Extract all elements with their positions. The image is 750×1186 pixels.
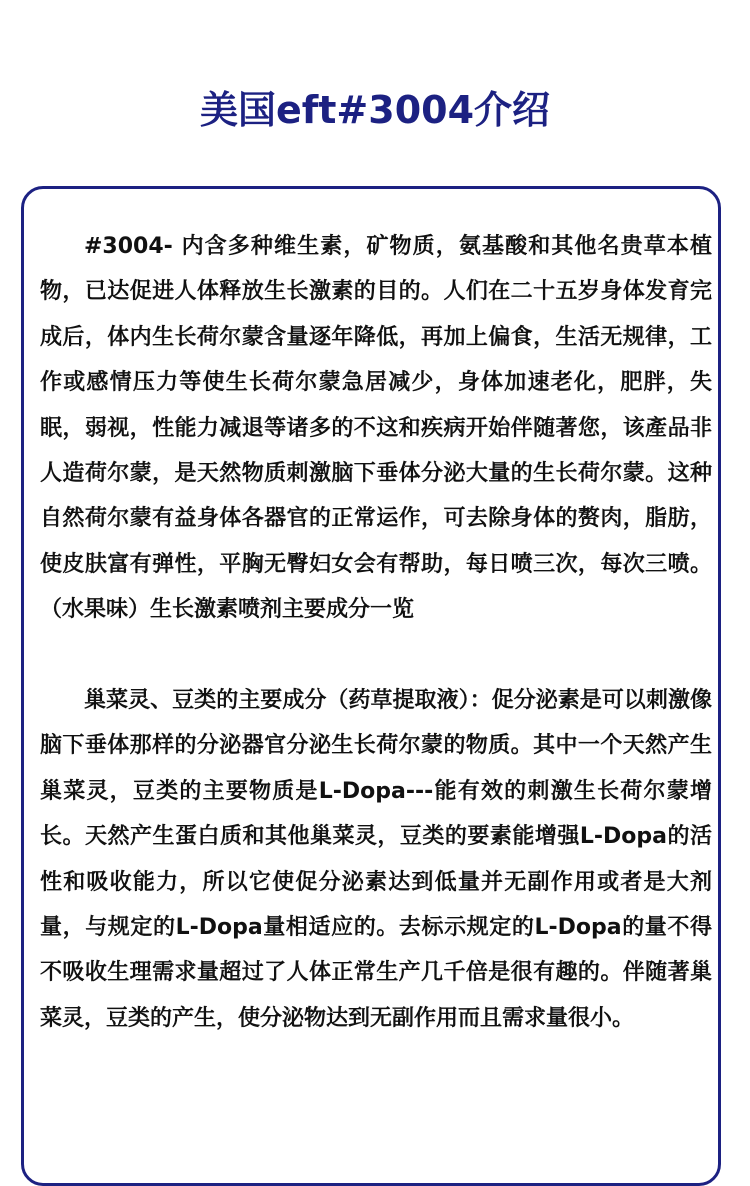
paragraph-intro: #3004- 内含多种维生素，矿物质，氨基酸和其他名贵草本植物，已达促进人体释放生长激素的目的。人们在二十五岁身体发育完成后，体内生长荷尔蒙含量逐年降低，再加上偏食，生活无规律，工作或感情压力等使生长荷尔蒙急居减少，身体加速老化，肥胖，失眠，弱视，性能力减退等诸多的不这和疾病开始伴随著您，该產品非人造荷尔蒙，是天然物质刺激脑下垂体分泌大量的生长荷尔蒙。这种自然荷尔蒙有益身体各器官的正常运作，可去除身体的赘肉，脂肪，使皮肤富有弹性，平胸无臀妇女会有帮助，每日喷三次，每次三喷。（水果味）生长激素喷剂主要成分一览	[40, 234, 712, 623]
paragraph-ingredients: 巢菜灵、豆类的主要成分（药草提取液）：促分泌素是可以刺激像脑下垂体那样的分泌器官分泌生长荷尔蒙的物质。其中一个天然产生巢菜灵，豆类的主要物质是L-Dopa---能有效的刺激生长荷尔蒙增长。天然产生蛋白质和其他巢菜灵，豆类的要素能增强L-Dopa的活性和吸收能力，所以它使促分泌素达到低量并无副作用或者是大剂量，与规定的L-Dopa量相适应的。去标示规定的L-Dopa的量不得不吸收生理需求量超过了人体正常生产几千倍是很有趣的。伴随著巢菜灵，豆类的产生，使分泌物达到无副作用而且需求量很小。	[40, 688, 712, 1031]
article-body	[40, 224, 712, 1041]
page-title: 美国eft#3004介绍	[199, 88, 551, 132]
